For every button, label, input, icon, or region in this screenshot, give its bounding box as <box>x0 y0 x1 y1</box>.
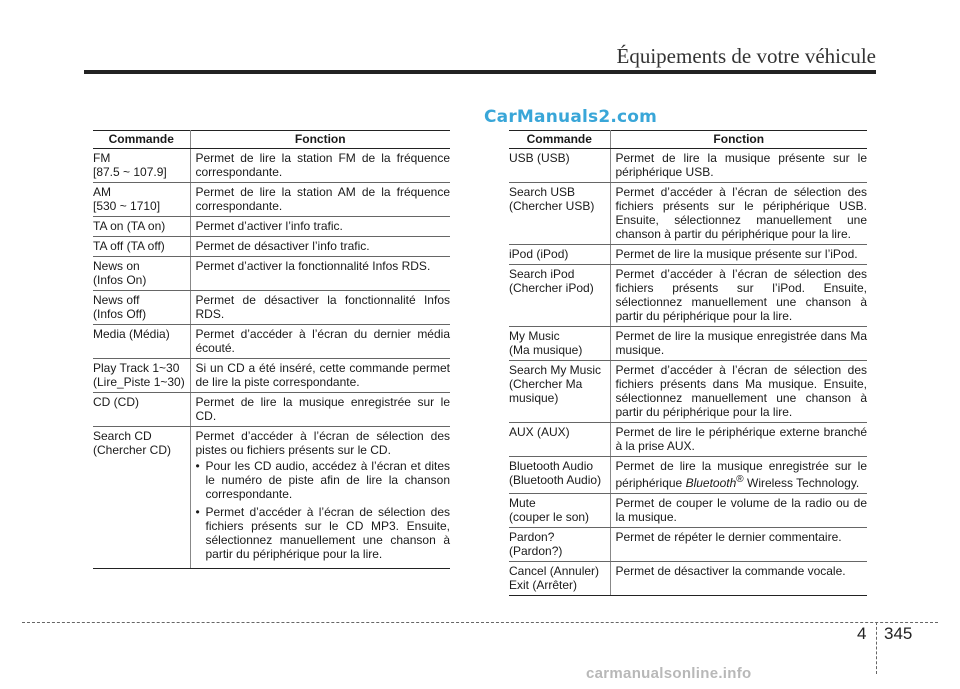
page-header-title: Équipements de votre véhicule <box>616 44 876 68</box>
function-cell <box>190 393 450 427</box>
table-row <box>509 562 867 596</box>
function-text: Permet d’accéder à l’écran de sélection des pistes ou fichiers présents sur le CD. <box>195 429 450 457</box>
command-label: (Ma musique) <box>509 343 583 357</box>
command-cell <box>509 245 610 265</box>
commands-table-left <box>93 130 450 569</box>
function-text: Permet de lire la station AM de la fréquence correspondante. <box>195 185 450 213</box>
command-label: Search USB <box>509 185 576 199</box>
function-cell <box>610 149 867 183</box>
command-cell <box>509 265 610 327</box>
command-label: iPod (iPod) <box>509 247 569 261</box>
table-row <box>93 427 450 569</box>
table-row <box>509 183 867 245</box>
function-cell <box>610 423 867 457</box>
command-label: My Music <box>509 329 560 343</box>
table-row <box>509 361 867 423</box>
function-tail: Wireless Technology. <box>743 476 860 490</box>
function-text: Permet de désactiver la commande vocale. <box>615 564 846 578</box>
table-row <box>93 149 450 183</box>
commands-table-right-body <box>509 149 867 596</box>
command-label: USB (USB) <box>509 151 570 165</box>
function-cell <box>190 291 450 325</box>
table-row <box>509 149 867 183</box>
footer-rule <box>22 622 938 623</box>
function-cell <box>190 325 450 359</box>
command-label: AUX (AUX) <box>509 425 570 439</box>
column-header-function: Fonction <box>190 131 450 149</box>
command-label: musique) <box>509 391 559 405</box>
command-cell <box>93 359 190 393</box>
table-row <box>509 327 867 361</box>
function-text: Permet de désactiver la fonctionnalité Infos RDS. <box>195 293 450 321</box>
table-row <box>509 265 867 327</box>
command-cell <box>509 327 610 361</box>
function-cell <box>610 245 867 265</box>
command-label: (Lire_Piste 1~30) <box>93 375 185 389</box>
command-cell <box>93 183 190 217</box>
table-row <box>509 494 867 528</box>
table-row <box>509 245 867 265</box>
command-cell <box>509 457 610 494</box>
command-label: CD (CD) <box>93 395 139 409</box>
function-text: Permet de lire la musique présente sur le périphérique USB. <box>615 151 867 179</box>
commands-table-left-body <box>93 149 450 569</box>
bullet-list <box>196 459 451 561</box>
table-row <box>93 217 450 237</box>
command-cell <box>93 237 190 257</box>
command-label: Mute <box>509 496 536 510</box>
function-cell <box>190 149 450 183</box>
command-cell <box>93 325 190 359</box>
table-row <box>93 291 450 325</box>
command-cell <box>93 217 190 237</box>
function-text: Permet de lire la musique enregistrée dans Ma musique. <box>615 329 867 357</box>
column-header-command: Commande <box>509 131 610 149</box>
function-text: Si un CD a été inséré, cette commande permet de lire la piste correspondante. <box>195 361 450 389</box>
command-label: [530 ~ 1710] <box>93 199 161 213</box>
function-cell <box>190 257 450 291</box>
command-label: (Infos On) <box>93 273 147 287</box>
table-row <box>93 257 450 291</box>
function-text: Permet de lire la musique enregistrée sur le CD. <box>195 395 450 423</box>
command-label: FM <box>93 151 111 165</box>
function-cell <box>610 457 867 494</box>
function-cell <box>610 494 867 528</box>
command-label: News off <box>93 293 140 307</box>
command-cell <box>509 494 610 528</box>
function-cell <box>610 327 867 361</box>
command-cell <box>509 528 610 562</box>
function-cell <box>190 217 450 237</box>
column-header-function: Fonction <box>610 131 867 149</box>
command-label: Search My Music <box>509 363 602 377</box>
function-cell <box>610 183 867 245</box>
command-label: Play Track 1~30 <box>93 361 180 375</box>
command-label: (Infos Off) <box>93 307 147 321</box>
function-text: Permet de lire la musique présente sur l’iPod. <box>615 247 858 261</box>
table-row <box>509 423 867 457</box>
command-label: Cancel (Annuler) <box>509 564 600 578</box>
command-label: (Chercher iPod) <box>509 281 594 295</box>
command-label: (Chercher USB) <box>509 199 595 213</box>
function-text: Permet d’activer l’info trafic. <box>195 219 343 233</box>
watermark-bottom: carmanualsonline.info <box>586 665 752 682</box>
command-cell <box>93 257 190 291</box>
command-cell <box>509 183 610 245</box>
command-cell <box>509 361 610 423</box>
command-label: Bluetooth Audio <box>509 459 594 473</box>
command-cell <box>509 149 610 183</box>
function-text: Permet d’accéder à l’écran de sélection des fichiers présents sur l’iPod. Ensuite, sélectionnez manuellement une chanson à partir du périphérique pour la lire. <box>615 267 867 323</box>
command-cell <box>509 562 610 596</box>
command-label: News on <box>93 259 140 273</box>
function-cell <box>610 528 867 562</box>
table-row <box>93 183 450 217</box>
function-sup: ® <box>736 474 744 485</box>
function-text: Permet d’activer la fonctionnalité Infos RDS. <box>195 259 431 273</box>
command-cell <box>93 291 190 325</box>
function-text: Permet d’accéder à l’écran de sélection des fichiers présents sur le périphérique USB. Ensuite, sélectionnez manuellement une chanson à partir du périphérique pour la lire. <box>615 185 867 241</box>
table-row <box>509 457 867 494</box>
command-label: Search iPod <box>509 267 575 281</box>
watermark-top: CarManuals2.com <box>484 107 658 127</box>
function-text: Permet de lire le périphérique externe branché à la prise AUX. <box>615 425 867 453</box>
command-label: TA off (TA off) <box>93 239 165 253</box>
bullet-item: • Permet d’accéder à l’écran de sélection des fichiers présents sur le CD MP3. Ensuite, sélectionnez manuellement une chanson à partir du périphérique pour la lire. <box>196 505 451 561</box>
command-label: Pardon? (Pardon?) <box>509 530 563 558</box>
command-cell <box>93 149 190 183</box>
function-text: Permet de lire la musique enregistrée sur le périphérique Bluetooth® Wireless Technology. <box>615 459 867 490</box>
function-italic: Bluetooth <box>685 476 737 490</box>
table-row <box>509 528 867 562</box>
function-text: Permet de désactiver l’info trafic. <box>195 239 370 253</box>
table-row <box>93 325 450 359</box>
function-text: Permet d’accéder à l’écran de sélection des fichiers présents dans Ma musique. Ensuite, sélectionnez manuellement une chanson à partir du périphérique pour la lire. <box>615 363 867 419</box>
command-label: Exit (Arrêter) <box>509 578 578 592</box>
bullet-item: • Pour les CD audio, accédez à l’écran et dites le numéro de piste afin de lire la chanson correspondante. <box>196 459 451 501</box>
command-label: [87.5 ~ 107.9] <box>93 165 167 179</box>
command-label: Media (Média) <box>93 327 170 341</box>
command-label: TA on (TA on) <box>93 219 166 233</box>
commands-table-right <box>509 130 867 596</box>
function-cell <box>190 183 450 217</box>
function-text: Permet d’accéder à l’écran du dernier média écouté. <box>195 327 450 355</box>
header-rule <box>84 70 876 74</box>
function-cell <box>190 237 450 257</box>
function-text: Permet de lire la station FM de la fréquence correspondante. <box>195 151 450 179</box>
footer-divider <box>876 622 877 674</box>
command-cell <box>93 427 190 569</box>
table-row <box>93 237 450 257</box>
chapter-number: 4 <box>857 624 867 643</box>
function-text: Permet de couper le volume de la radio ou de la musique. <box>615 496 867 524</box>
function-cell <box>190 359 450 393</box>
table-row <box>93 393 450 427</box>
command-label: (couper le son) <box>509 510 590 524</box>
command-label: (Bluetooth Audio) <box>509 473 602 487</box>
command-label: Search CD <box>93 429 152 443</box>
function-cell <box>610 361 867 423</box>
table-row <box>93 359 450 393</box>
function-text: Permet de répéter le dernier commentaire. <box>615 530 842 544</box>
command-label: (Chercher Ma <box>509 377 583 391</box>
command-label: AM <box>93 185 111 199</box>
command-label: (Chercher CD) <box>93 443 172 457</box>
function-cell <box>610 265 867 327</box>
page-number: 345 <box>884 624 913 643</box>
column-header-command: Commande <box>93 131 190 149</box>
command-cell <box>509 423 610 457</box>
function-cell <box>190 427 450 569</box>
command-cell <box>93 393 190 427</box>
function-cell <box>610 562 867 596</box>
